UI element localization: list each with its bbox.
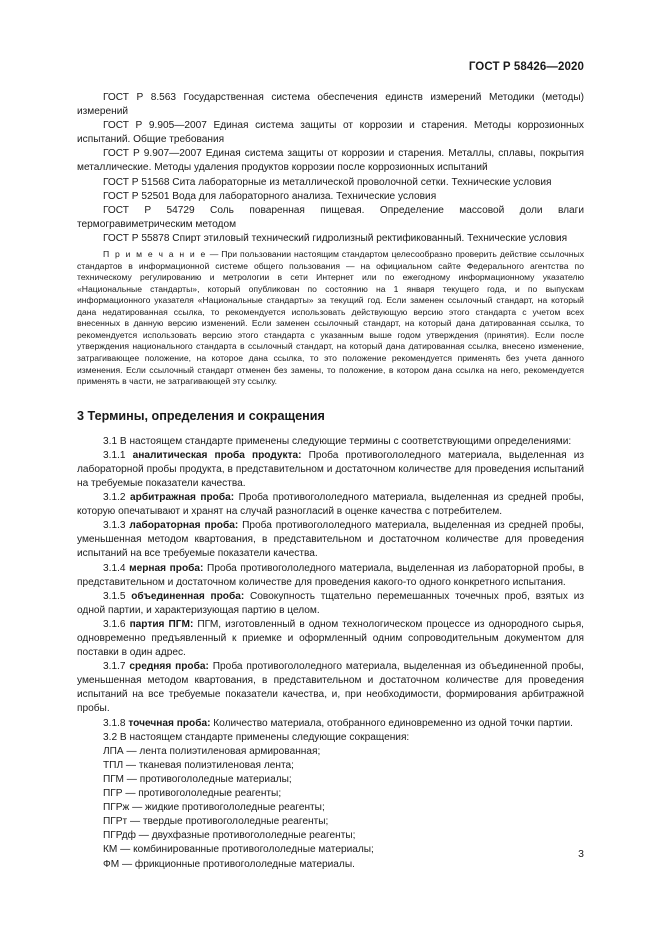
term-number: 3.1.4 [103,562,130,574]
term-name: партия ПГМ: [129,618,194,630]
term-name: мерная проба: [129,562,204,574]
term-definition [77,618,584,660]
abbreviations-intro: 3.2 В настоящем стандарте применены следующие сокращения: [103,731,410,743]
term-definition [77,717,584,731]
term-text: Совокупность тщательно перемешанных точечных проб, взятых из одной партии, и характеризующая партию в целом. [77,590,585,616]
term-name: точечная проба: [128,717,211,729]
abbreviation-list [77,745,584,872]
term-name: объединенная проба: [131,590,245,602]
page-content [77,91,584,872]
term-name: аналитическая проба продукта: [132,449,302,461]
note-label: П р и м е ч а н и е [103,249,207,260]
term-definition [77,449,584,491]
abbreviation-item: ПГРдф — двухфазные противогололедные реагенты; [103,830,356,842]
term-number: 3.1.2 [103,492,130,504]
term-name: арбитражная проба: [130,492,235,504]
term-definition [77,562,584,590]
terms-intro: 3.1 В настоящем стандарте применены следующие термины с соответствующими определениями: [103,435,572,447]
reference-item: ГОСТ Р 52501 Вода для лабораторного анализа. Технические условия [103,190,437,202]
term-definition [77,590,584,618]
term-text: Проба противогололедного материала, выделенная из средней пробы, уменьшенная методом квартования, в представительном и достаточном количестве для проведения испытаний на все требуемые показатели качества. [77,520,584,560]
term-text: Проба противогололедного материала, выделенная из средней пробы, которую опечатывают и хранят на случай разногласий в оценке качества с потребителем. [77,492,584,518]
term-number: 3.1.6 [103,618,130,630]
term-number: 3.1.3 [103,520,130,532]
note-paragraph [77,249,584,388]
abbreviation-item: ПГРт — твердые противогололедные реагенты; [103,816,329,828]
reference-item: ГОСТ Р 55878 Спирт этиловый технический гидролизный ректификованный. Технические условия [103,232,568,244]
page-number: 3 [578,848,584,860]
reference-item: ГОСТ Р 51568 Сита лабораторные из металлической проволочной сетки. Технические условия [103,176,552,188]
note-text: — При пользовании настоящим стандартом целесообразно проверить действие ссылочных стандартов в информационной системе общего пользования — на официальном сайте Федерального агентства по техническому регулированию и метрологии в сети Интернет или по ежегодному информационному указателю «Национальные стандарты», который опубликован по состоянию на 1 января текущего года, и по выпускам информационного указателя «Национальные стандарты» за текущий год. Если заменен ссылочный стандарт, на который дана недатированная ссылка, то рекомендуется использовать действующую версию этого стандарта с учетом всех внесенных в данную версию изменений. Если заменен ссылочный стандарт, на который дана датированная ссылка, то рекомендуется использовать версию этого стандарта с указанным выше годом утверждения (принятия). Если после утверждения национального стандарта в ссылочный стандарт, на который дана датированная ссылка, внесено изменение, затрагивающее положение, на которое дана ссылка, то это положение рекомендуется применять без учета данного изменения. Если ссылочный стандарт отменен без замены, то положение, в котором дана ссылка на него, рекомендуется применять в части, не затрагивающей эту ссылку. [77,249,585,387]
term-text: ПГМ, изготовленный в одном технологическом процессе из однородного сырья, одновременно предъявленный к приемке и оформленный одним сопроводительным документом для поставки в один адрес. [77,618,584,659]
term-number: 3.1.1 [103,449,133,461]
abbreviation-item: ПГР — противогололедные реагенты; [103,788,282,800]
term-text: Количество материала, отобранного единовременно из одной точки партии. [210,717,573,729]
reference-item: ГОСТ Р 8.563 Государственная система обеспечения единств измерений Методики (методы) измерений [77,92,584,118]
term-number: 3.1.8 [103,717,129,729]
term-definition [77,660,584,716]
term-number: 3.1.5 [103,590,132,602]
document-id-header: ГОСТ Р 58426—2020 [468,61,584,73]
abbreviation-item: ТПЛ — тканевая полиэтиленовая лента; [103,759,294,771]
section-title: 3 Термины, определения и сокращения [77,408,325,423]
term-definition [77,491,584,519]
term-text: Проба противогололедного материала, выделенная из лабораторной пробы продукта, в представительном и достаточном количестве для проведения испытаний на требуемые показатели качества. [77,449,585,489]
term-text: Проба противогололедного материала, выделенная из объединенной пробы, уменьшенная методом квартования, в представительном и достаточном количестве для проведения испытаний на все требуемые показатели качества, и, при необходимости, формирования арбитражной пробы. [77,661,584,715]
abbreviation-item: ФМ — фрикционные противогололедные материалы. [103,858,355,870]
term-number: 3.1.7 [103,661,130,673]
abbreviation-item: КМ — комбинированные противогололедные материалы; [103,844,374,856]
term-name: средняя проба: [129,661,209,673]
reference-item: ГОСТ Р 9.905—2007 Единая система защиты от коррозии и старения. Методы коррозионных испытаний. Общие требования [77,120,584,146]
reference-item: ГОСТ Р 9.907—2007 Единая система защиты от коррозии и старения. Металлы, сплавы, покрытия металлические. Методы удаления продуктов коррозии после коррозионных испытаний [77,148,584,174]
reference-item: ГОСТ Р 54729 Соль поваренная пищевая. Определение массовой доли влаги термогравиметрическим методом [77,204,584,230]
abbreviation-item: ЛПА — лента полиэтиленовая армированная; [103,745,321,757]
term-text: Проба противогололедного материала, выделенная из лабораторной пробы, в представительном и достаточном количестве для проведения какого-то одного конкретного испытания. [77,562,585,588]
abbreviation-item: ПГМ — противогололедные материалы; [103,773,292,785]
reference-list [77,91,584,246]
term-definition [77,519,584,561]
abbreviation-item: ПГРж — жидкие противогололедные реагенты; [103,802,325,814]
term-name: лабораторная проба: [129,520,239,532]
